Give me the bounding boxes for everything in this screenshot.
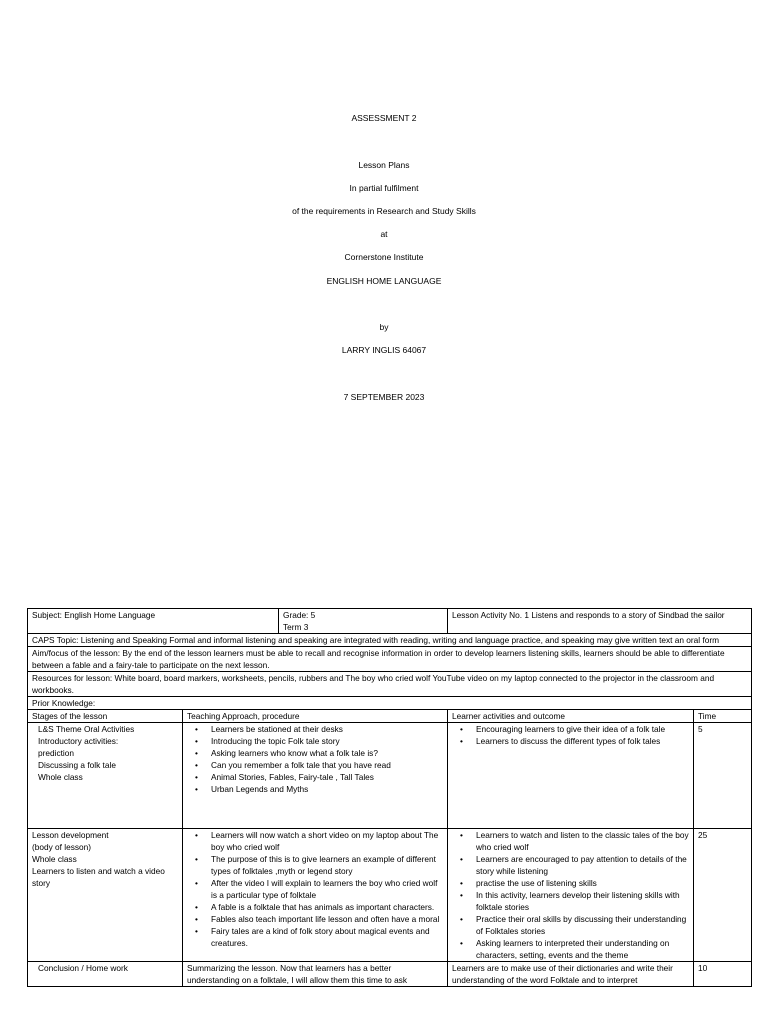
assessment-title: ASSESSMENT 2 bbox=[351, 113, 417, 123]
stage-cell bbox=[28, 723, 183, 829]
by-text: by bbox=[379, 322, 389, 332]
list-item: • Asking learners to interpreted their understanding on characters, setting, events and the theme bbox=[476, 937, 689, 961]
list-item: • Introducing the topic Folk tale story bbox=[211, 735, 443, 747]
list-item: • After the video I will explain to learners the boy who cried wolf is a particular type of folktale bbox=[211, 877, 443, 901]
caps-topic-cell: CAPS Topic: Listening and Speaking Formal and informal listening and speaking are integrated with reading, writing and language practice, and speaking may give written text an oral form bbox=[28, 634, 752, 647]
stage-line: Whole class bbox=[32, 854, 77, 864]
list-item: • Fables also teach important life lesson and often have a moral bbox=[211, 913, 443, 925]
term-text: Term 3 bbox=[283, 622, 309, 632]
list-item: • In this activity, learners develop their listening skills with folktale stories bbox=[476, 889, 689, 913]
list-item: • Animal Stories, Fables, Fairy-tale , Tall Tales bbox=[211, 771, 443, 783]
learner-cell bbox=[448, 829, 694, 962]
list-item: • Learners to discuss the different types of folk tales bbox=[476, 735, 689, 747]
table-row-aim bbox=[28, 647, 752, 672]
grade-term-cell bbox=[279, 609, 448, 634]
table-row-header-info bbox=[28, 609, 752, 634]
stage-line: (body of lesson) bbox=[32, 842, 92, 852]
subject-title: ENGLISH HOME LANGUAGE bbox=[326, 276, 442, 286]
subject-cell: Subject: English Home Language bbox=[28, 609, 279, 634]
time-cell: 25 bbox=[694, 829, 752, 962]
table-row-resources bbox=[28, 672, 752, 697]
stage-line: prediction bbox=[38, 748, 74, 758]
list-item: • Asking learners who know what a folk tale is? bbox=[211, 747, 443, 759]
lesson-activity-cell: Lesson Activity No. 1 Listens and responds to a story of Sindbad the sailor bbox=[448, 609, 752, 634]
resources-cell: Resources for lesson: White board, board markers, worksheets, pencils, rubbers and The boy who cried wolf YouTube video on my laptop connected to the projector in the classroom and workbooks. bbox=[28, 672, 752, 697]
time-cell: 5 bbox=[694, 723, 752, 829]
aim-cell: Aim/focus of the lesson: By the end of the lesson learners must be able to recall and recognise information in order to develop learners listening skills, learners should be able to differentiate between a fable and a fairy-tale to participate on the next lesson. bbox=[28, 647, 752, 672]
stage-cell bbox=[28, 829, 183, 962]
date-text: 7 SEPTEMBER 2023 bbox=[343, 392, 425, 402]
table-row bbox=[28, 829, 752, 962]
time-header: Time bbox=[694, 710, 752, 723]
stage-cell: Conclusion / Home work bbox=[28, 962, 183, 987]
stages-header: Stages of the lesson bbox=[28, 710, 183, 723]
learner-cell bbox=[448, 723, 694, 829]
list-item: • Learners to watch and listen to the classic tales of the boy who cried wolf bbox=[476, 829, 689, 853]
learner-header: Learner activities and outcome bbox=[448, 710, 694, 723]
list-item: • Can you remember a folk tale that you have read bbox=[211, 759, 443, 771]
list-item: • Urban Legends and Myths bbox=[211, 783, 443, 795]
table-row-column-headers bbox=[28, 710, 752, 723]
list-item: • Learners be stationed at their desks bbox=[211, 723, 443, 735]
table-row bbox=[28, 962, 752, 987]
time-cell: 10 bbox=[694, 962, 752, 987]
stage-line: Discussing a folk tale bbox=[38, 760, 116, 770]
table-row-prior bbox=[28, 697, 752, 710]
stage-line: Whole class bbox=[38, 772, 83, 782]
institute-name: Cornerstone Institute bbox=[344, 252, 424, 262]
stage-line: Learners to listen and watch a video story bbox=[32, 866, 165, 888]
approach-header: Teaching Approach, procedure bbox=[183, 710, 448, 723]
approach-cell bbox=[183, 723, 448, 829]
list-item: • Fairy tales are a kind of folk story about magical events and creatures. bbox=[211, 925, 443, 949]
list-item: • practise the use of listening skills bbox=[476, 877, 689, 889]
author-name: LARRY INGLIS 64067 bbox=[341, 345, 427, 355]
lesson-plan-table bbox=[27, 608, 752, 987]
approach-cell: Summarizing the lesson. Now that learners has a better understanding on a folktale, I will allow them this time to ask bbox=[183, 962, 448, 987]
table-row bbox=[28, 723, 752, 829]
list-item: • Learners will now watch a short video on my laptop about The boy who cried wolf bbox=[211, 829, 443, 853]
partial-fulfilment-text: In partial fulfilment bbox=[349, 183, 419, 193]
table-row-caps bbox=[28, 634, 752, 647]
list-item: • The purpose of this is to give learners an example of different types of folktales ,myth or legend story bbox=[211, 853, 443, 877]
list-item: • Encouraging learners to give their idea of a folk tale bbox=[476, 723, 689, 735]
at-text: at bbox=[380, 229, 388, 239]
lesson-plans-title: Lesson Plans bbox=[358, 160, 410, 170]
list-item: • Practice their oral skills by discussing their understanding of Folktales stories bbox=[476, 913, 689, 937]
stage-line: Introductory activities: bbox=[38, 736, 119, 746]
grade-text: Grade: 5 bbox=[283, 610, 316, 620]
stage-line: Lesson development bbox=[32, 830, 109, 840]
requirements-text: of the requirements in Research and Study Skills bbox=[292, 206, 476, 216]
list-item: • Learners are encouraged to pay attention to details of the story while listening bbox=[476, 853, 689, 877]
stage-line: L&S Theme Oral Activities bbox=[38, 724, 135, 734]
prior-knowledge-cell: Prior Knowledge: bbox=[28, 697, 752, 710]
list-item: • A fable is a folktale that has animals as important characters. bbox=[211, 901, 443, 913]
approach-cell bbox=[183, 829, 448, 962]
learner-cell: Learners are to make use of their dictionaries and write their understanding of the word Folktale and to interpret bbox=[448, 962, 694, 987]
